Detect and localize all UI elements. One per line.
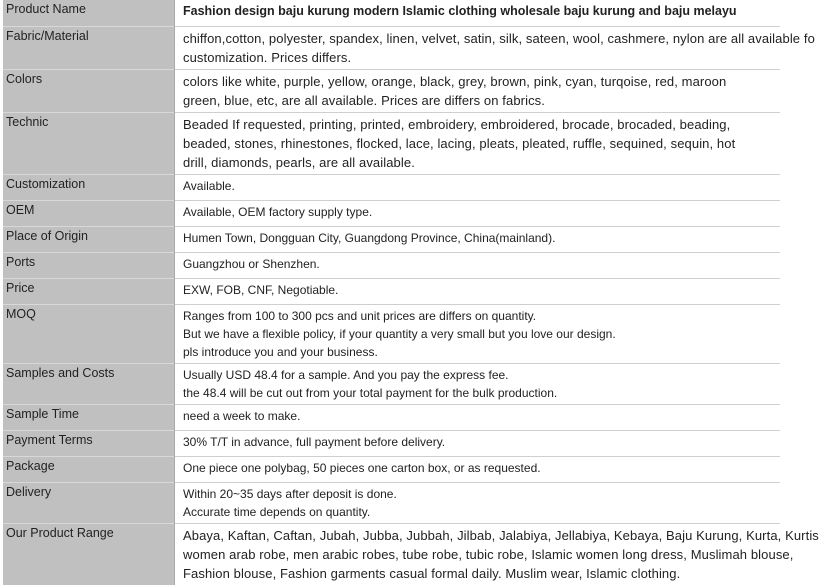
spec-value-line: Fashion design baju kurung modern Islamic clothing wholesale baju kurung and baju melayu (183, 4, 737, 18)
spec-row-value (175, 69, 781, 112)
spec-row (3, 200, 780, 226)
spec-row-label: Our Product Range (3, 523, 175, 585)
spec-row (3, 404, 780, 430)
spec-value-line: beaded, stones, rhinestones, flocked, lace, lacing, pleats, pleated, ruffle, sequined, sequin, hot (183, 135, 736, 151)
spec-row (3, 0, 780, 26)
spec-row-value (175, 523, 819, 585)
spec-value-line: 30% T/T in advance, full payment before delivery. (183, 434, 446, 449)
spec-value-line: Accurate time depends on quantity. (183, 504, 371, 519)
spec-row (3, 112, 780, 174)
spec-table-body (3, 0, 819, 585)
spec-value-line: One piece one polybag, 50 pieces one carton box, or as requested. (183, 460, 541, 475)
spec-value-line: green, blue, etc, are all available. Prices are differs on fabrics. (183, 92, 545, 108)
spec-row-label: Technic (3, 112, 175, 174)
spec-row-value (175, 404, 781, 430)
spec-value-line: need a week to make. (183, 408, 301, 423)
spec-row-label: Sample Time (3, 404, 175, 430)
spec-row-value (175, 226, 781, 252)
spec-row-value (175, 0, 781, 26)
spec-row (3, 226, 780, 252)
spec-row (3, 430, 780, 456)
spec-row-label: Delivery (3, 482, 175, 523)
spec-row-label: Package (3, 456, 175, 482)
spec-value-line: Ranges from 100 to 300 pcs and unit prices are differs on quantity. (183, 308, 537, 323)
spec-value-line: Available, OEM factory supply type. (183, 204, 373, 219)
spec-value-line: Abaya, Kaftan, Caftan, Jubah, Jubba, Jubbah, Jilbab, Jalabiya, Jellabiya, Kebaya, Baju Kurung, Kurta, Kurtis (183, 527, 819, 543)
spec-value-line: Guangzhou or Shenzhen. (183, 256, 320, 271)
spec-row-label: Fabric/Material (3, 26, 175, 69)
spec-row-label: Customization (3, 174, 175, 200)
spec-row (3, 69, 780, 112)
spec-value-line: women arab robe, men arabic robes, tube robe, tubic robe, Islamic women long dress, Muslimah blouse, (183, 546, 794, 562)
spec-row (3, 363, 780, 404)
spec-value-line: Beaded If requested, printing, printed, embroidery, embroidered, brocade, brocaded, beading, (183, 116, 731, 132)
spec-row-label: Price (3, 278, 175, 304)
spec-row (3, 26, 780, 69)
spec-row (3, 523, 780, 585)
spec-row-value (175, 430, 781, 456)
spec-row (3, 278, 780, 304)
spec-row-label: Ports (3, 252, 175, 278)
spec-value-line: Within 20~35 days after deposit is done. (183, 486, 397, 501)
spec-row-value (175, 304, 781, 363)
spec-row (3, 304, 780, 363)
spec-value-line: Usually USD 48.4 for a sample. And you pay the express fee. (183, 367, 509, 382)
spec-value-line: EXW, FOB, CNF, Negotiable. (183, 282, 339, 297)
spec-row-label: OEM (3, 200, 175, 226)
spec-value-line: customization. Prices differs. (183, 49, 352, 65)
spec-value-line: Available. (183, 178, 235, 193)
spec-row-value (175, 278, 781, 304)
spec-row-label: Colors (3, 69, 175, 112)
spec-value-line: But we have a flexible policy, if your quantity a very small but you love our design. (183, 326, 616, 341)
spec-value-line: chiffon,cotton, polyester, spandex, linen, velvet, satin, silk, sateen, wool, cashmere, nylon are all available fo (183, 30, 815, 46)
spec-row-label: Samples and Costs (3, 363, 175, 404)
spec-value-line: drill, diamonds, pearls, are all available. (183, 154, 415, 170)
spec-value-line: Humen Town, Dongguan City, Guangdong Province, China(mainland). (183, 230, 556, 245)
spec-row (3, 174, 780, 200)
spec-value-line: colors like white, purple, yellow, orange, black, grey, brown, pink, cyan, turqoise, red, maroon (183, 73, 727, 89)
spec-row (3, 456, 780, 482)
spec-row-value (175, 456, 781, 482)
spec-row-value (175, 252, 781, 278)
spec-row-label: Place of Origin (3, 226, 175, 252)
spec-value-line: the 48.4 will be cut out from your total payment for the bulk production. (183, 385, 558, 400)
spec-row (3, 482, 780, 523)
product-spec-table-wrapper (3, 0, 819, 585)
spec-value-line: Fashion blouse, Fashion garments casual formal daily. Muslim wear, Islamic clothing. (183, 565, 681, 581)
spec-row-value (175, 26, 815, 69)
spec-row-value (175, 200, 781, 226)
spec-row-label: Product Name (3, 0, 175, 26)
spec-row (3, 252, 780, 278)
spec-row-label: Payment Terms (3, 430, 175, 456)
spec-row-value (175, 363, 781, 404)
spec-value-line: pls introduce you and your business. (183, 344, 378, 359)
product-spec-table (3, 0, 819, 585)
spec-row-value (175, 112, 781, 174)
spec-row-value (175, 482, 781, 523)
spec-row-value (175, 174, 781, 200)
spec-row-label: MOQ (3, 304, 175, 363)
